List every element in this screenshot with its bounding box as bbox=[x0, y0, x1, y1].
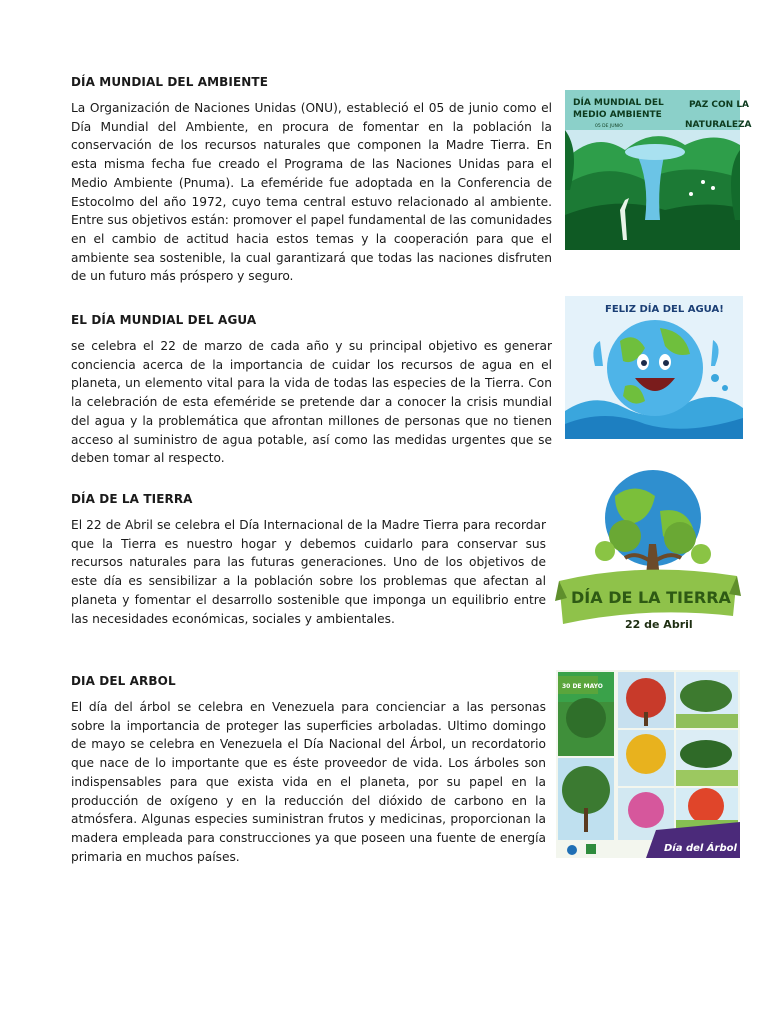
arbol-image bbox=[556, 670, 740, 858]
ambiente-slogan-line2: NATURALEZA bbox=[685, 120, 752, 130]
ambiente-image bbox=[565, 90, 752, 250]
section-heading: EL DÍA MUNDIAL DEL AGUA bbox=[71, 313, 257, 327]
arbol-date: 30 DE MAYO bbox=[562, 683, 603, 690]
arbol-caption: Día del Árbol bbox=[664, 843, 737, 854]
ambiente-date: 05 DE JUNIO bbox=[595, 124, 623, 129]
tierra-banner: DÍA DE LA TIERRA bbox=[571, 588, 731, 607]
section-heading: DÍA MUNDIAL DEL AMBIENTE bbox=[71, 75, 269, 89]
section-arbol bbox=[71, 674, 546, 866]
tierra-date: 22 de Abril bbox=[625, 618, 693, 631]
program-logo bbox=[586, 844, 596, 854]
ambiente-slogan-line1: PAZ CON LA bbox=[689, 100, 750, 110]
section-ambiente bbox=[71, 75, 552, 286]
tierra-image bbox=[555, 466, 741, 638]
section-body: se celebra el 22 de marzo de cada año y su principal objetivo es generar conciencia acerca de la importancia de cuidar los recursos de agua en el planeta, un elemento vital para la vida de todas las especies de la Tierra. Con la celebración de esta efeméride se pretende dar a conocer la crisis mundial del agua y la problemática que afrontan millones de personas que no tienen acceso al suministro de agua potable, así como las medidas urgentes que se deben tomar al respecto. bbox=[71, 339, 552, 466]
ambiente-title-line1: DÍA MUNDIAL DEL bbox=[573, 98, 664, 108]
section-heading: DÍA DE LA TIERRA bbox=[71, 492, 193, 506]
agua-caption: FELIZ DÍA DEL AGUA! bbox=[605, 304, 724, 315]
section-body: La Organización de Naciones Unidas (ONU), estableció el 05 de junio como el Día Mundial del Ambiente, en procura de fomentar en la población la conservación de los recursos naturales que componen la Madre Tierra. En esta misma fecha fue creado el Programa de las Naciones Unidas para el Medio Ambiente (Pnuma). La efeméride fue adoptada en la Conferencia de Estocolmo del año 1972, cuyo tema central estuvo relacionado al ambiente. Entre sus objetivos están: promover el papel fundamental de las comunidades en el cambio de actitud hacia estos temas y la cooperación para que el ambiente sea sostenible, la cual garantizará que todas las naciones disfruten de un futuro más próspero y seguro. bbox=[71, 101, 552, 284]
section-body: El día del árbol se celebra en Venezuela para concienciar a las personas sobre la importancia de proteger las superficies arboladas. Ultimo domingo de mayo se celebra en Venezuela el Día Nacional del Árbol, un recordatorio que nace de lo importante que es éste proveedor de vida. Los árboles son indispensables para que exista vida en el planeta, por su papel en la producción de oxígeno y en la reducción del dióxido de carbono en la atmósfera. Algunas especies suministran frutos y medicinas, proporcionan la madera empleada para construcciones ya que poseen una fuente de energía primaria en muchos países. bbox=[71, 700, 546, 864]
ministry-logo bbox=[567, 845, 577, 855]
ambiente-title-line2: MEDIO AMBIENTE bbox=[573, 110, 662, 120]
section-body: El 22 de Abril se celebra el Día Internacional de la Madre Tierra para recordar que la Tierra es nuestro hogar y debemos cuidarlo para conservar sus recursos naturales para las futuras generaciones. Uno de los objetivos de este día es sensibilizar a la población sobre los problemas que afectan al planeta y fomentar el desarrollo sostenible que imponga un equilibrio entre las necesidades económicas, sociales y ambientales. bbox=[71, 518, 546, 626]
section-agua bbox=[71, 313, 552, 468]
agua-image bbox=[565, 296, 743, 439]
section-heading: DIA DEL ARBOL bbox=[71, 674, 176, 688]
section-tierra bbox=[71, 492, 546, 628]
